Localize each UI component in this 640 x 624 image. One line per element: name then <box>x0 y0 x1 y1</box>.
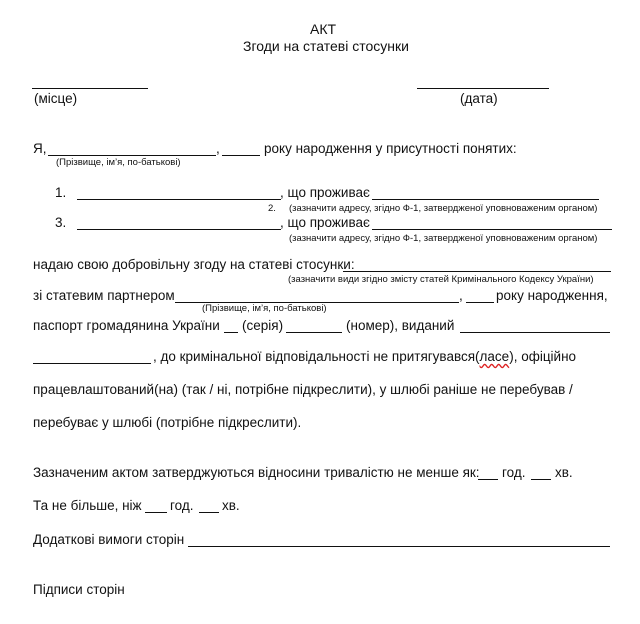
witness-1-name-line[interactable] <box>77 199 281 200</box>
passport-number-label: (номер), виданий <box>346 318 455 333</box>
duration-max-prefix: Та не більше, ніж <box>33 498 142 513</box>
document-title: АКТ <box>310 21 337 37</box>
duration-max-hours-label: год. <box>170 498 194 513</box>
extra-requirements-line[interactable] <box>188 546 610 547</box>
passport-series-label: (серія) <box>242 318 284 333</box>
partner-separator: , <box>459 288 463 303</box>
criminal-text-a: , до кримінальної відповідальності не притягувався( <box>153 349 480 364</box>
duration-max-hours-blank[interactable] <box>145 512 167 513</box>
passport-prefix: паспорт громадянина України <box>33 318 220 333</box>
witness-3-number: 3. <box>55 215 67 230</box>
duration-min-hours-blank[interactable] <box>478 479 498 480</box>
issued-by-continuation-line[interactable] <box>33 363 151 364</box>
duration-max-minutes-label: хв. <box>222 498 240 513</box>
declarant-separator: , <box>216 141 220 156</box>
date-line[interactable] <box>417 88 549 89</box>
extra-requirements-label: Додаткові вимоги сторін <box>33 532 185 547</box>
partner-prefix: зі статевим партнером <box>33 288 175 303</box>
passport-series-blank[interactable] <box>224 332 238 333</box>
witness-3-address-line[interactable] <box>372 229 612 230</box>
partner-suffix: року народження, <box>496 288 608 303</box>
duration-min-minutes-label: хв. <box>555 465 573 480</box>
declarant-prefix: Я, <box>33 141 47 156</box>
duration-min-prefix: Зазначеним актом затверджуються відносини тривалістю не менше як: <box>33 465 480 480</box>
witness-1-address-hint: (зазначити адресу, згідно Ф-1, затвердженої уповноваженим органом) <box>289 203 598 214</box>
place-line[interactable] <box>32 88 148 89</box>
consent-types-line[interactable] <box>343 271 611 272</box>
consent-text: надаю свою добровільну згоду на статеві стосунки: <box>33 257 355 272</box>
witness-3-name-line[interactable] <box>77 229 281 230</box>
declarant-name-hint: (Прізвище, ім’я, по-батькові) <box>56 157 181 168</box>
witness-3-address-hint: (зазначити адресу, згідно Ф-1, затвердженої уповноваженим органом) <box>289 233 598 244</box>
duration-min-hours-label: год. <box>502 465 526 480</box>
signatures-label: Підписи сторін <box>33 582 125 597</box>
declarant-suffix: року народження у присутності понятих: <box>264 141 517 156</box>
witness-1-lives-text: , що проживає <box>280 185 370 200</box>
criminal-text-b: ласе <box>479 349 510 364</box>
date-label: (дата) <box>460 91 498 106</box>
criminal-record-text <box>153 349 576 365</box>
declarant-name-line[interactable] <box>48 155 216 156</box>
employment-line-1: працевлаштований(на) (так / ні, потрібне підкреслити), у шлюбі раніше не перебував / <box>33 382 573 397</box>
duration-min-minutes-blank[interactable] <box>531 479 551 480</box>
duration-max-minutes-blank[interactable] <box>199 512 219 513</box>
witness-1-number: 1. <box>55 185 67 200</box>
place-label: (місце) <box>34 91 78 106</box>
witness-1-address-line[interactable] <box>372 199 599 200</box>
passport-number-blank[interactable] <box>286 332 342 333</box>
witness-3-lives-text: , що проживає <box>280 215 370 230</box>
consent-hint: (зазначити види згідно змісту статей Кримінального Кодексу України) <box>288 274 594 285</box>
witness-2-number: 2. <box>268 203 276 214</box>
partner-birth-year-line[interactable] <box>466 302 494 303</box>
passport-issued-by-line[interactable] <box>460 332 610 333</box>
partner-name-hint: (Прізвище, ім’я, по-батькові) <box>202 303 327 314</box>
document-subtitle: Згоди на статеві стосунки <box>243 38 409 54</box>
criminal-text-c: ), офіційно <box>509 349 577 364</box>
employment-line-2: перебуває у шлюбі (потрібне підкреслити). <box>33 415 302 430</box>
declarant-birth-year-line[interactable] <box>222 155 260 156</box>
